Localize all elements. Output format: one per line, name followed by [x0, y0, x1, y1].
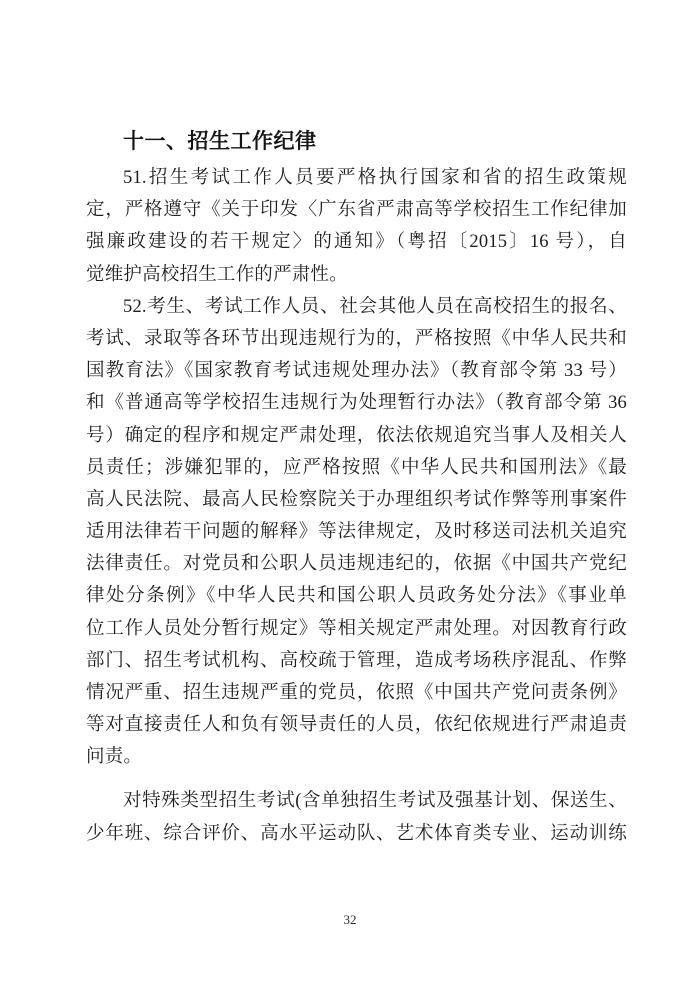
text-line: 情况严重、招生违规严重的党员，依照《中国共产党问责条例》: [86, 683, 627, 703]
text-line: 强廉政建设的若干规定〉的通知》（粤招〔2015〕16 号），自: [86, 232, 627, 253]
text-line: 律处分条例》《中华人民共和国公职人员政务处分法》《事业单: [86, 586, 627, 607]
text-line: 考试、录取等各环节出现违规行为的，严格按照《中华人民共和: [86, 328, 627, 349]
paragraph: [86, 162, 627, 291]
page-number: 32: [343, 912, 357, 927]
text-line: 52.考生、考试工作人员、社会其他人员在高校招生的报名、: [123, 296, 627, 317]
text-line: 员责任；涉嫌犯罪的，应严格按照《中华人民共和国刑法》《最: [86, 457, 627, 478]
document-content: [86, 126, 627, 851]
paragraph: [86, 785, 627, 851]
text-line: 少年班、综合评价、高水平运动队、艺术体育类专业、运动训练: [86, 823, 627, 844]
text-line: 51.招生考试工作人员要严格执行国家和省的招生政策规: [123, 168, 627, 188]
text-line: 国教育法》《国家教育考试违规处理办法》（教育部令第 33 号）: [86, 361, 627, 382]
text-line: 号）确定的程序和规定严肃处理，依法依规追究当事人及相关人: [86, 425, 627, 446]
text-line: 部门、招生考试机构、高校疏于管理，造成考场秩序混乱、作弊: [86, 650, 627, 671]
text-line: 和《普通高等学校招生违规行为处理暂行办法》（教育部令第 36: [86, 393, 627, 414]
text-line: 法律责任。对党员和公职人员违规违纪的，依据《中国共产党纪: [86, 554, 627, 575]
text-line: 觉维护高校招生工作的严肃性。: [86, 264, 348, 285]
text-line: 高人民法院、最高人民检察院关于办理组织考试作弊等刑事案件: [86, 489, 627, 510]
section-heading: 十一、招生工作纪律: [123, 130, 317, 153]
paragraph: [86, 291, 627, 774]
text-line: 适用法律若干问题的解释》等法律规定，及时移送司法机关追究: [86, 522, 627, 543]
text-line: 定，严格遵守《关于印发〈广东省严肃高等学校招生工作纪律加: [86, 200, 627, 221]
text-line: 位工作人员处分暂行规定》等相关规定严肃处理。对因教育行政: [86, 618, 627, 639]
paragraphs-container: [86, 162, 627, 851]
text-line: 问责。: [86, 747, 143, 768]
text-line: 等对直接责任人和负有领导责任的人员，依纪依规进行严肃追责: [86, 715, 627, 736]
text-line: 对特殊类型招生考试(含单独招生考试及强基计划、保送生、: [123, 790, 627, 811]
